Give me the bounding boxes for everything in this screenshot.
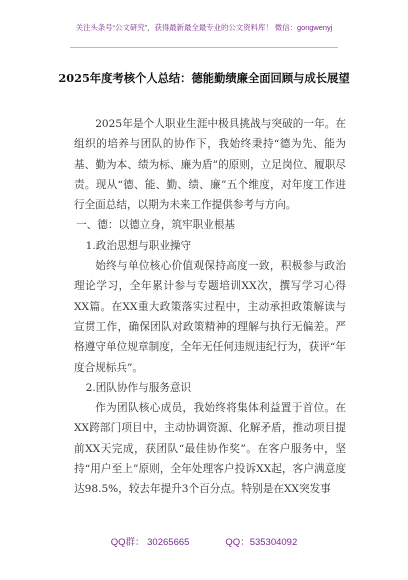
- qq-number: QQ：535304092: [225, 537, 298, 548]
- document-title: 2025年度考核个人总结：德能勤绩廉全面回顾与成长展望: [58, 71, 350, 85]
- header-notice: 关注头条号“公文研究”，获得最新最全最专业的公文资料库！ 微信：gongwenyj: [75, 23, 333, 32]
- qq-group-number: QQ群： 30265665: [110, 537, 190, 548]
- subsection-heading: 2.团队协作与服务意识: [85, 381, 192, 394]
- paragraph-intro: 2025年是个人职业生涯中极具挑战与突破的一年。在组织的培养与团队的协作下，我始终秉持“德为先、能为基、勤为本、绩为标、廉为盾”的原则，立足岗位、履职尽责。现从“德、能、勤、绩、廉”五个维度，对年度工作进行全面总结，以期为未来工作提供参考与方向。: [74, 118, 346, 212]
- header-divider: [70, 47, 338, 48]
- document-body: [74, 114, 346, 500]
- paragraph-body: 作为团队核心成员，我始终将集体利益置于首位。在XX跨部门项目中，主动协调资源、化解矛盾，推动项目提前XX天完成，获团队“最佳协作奖”。在客户服务中，坚持“用户至上”原则，全年处理客户投诉XX起，客户满意度达98.5%，较去年提升3个百分点。特别是在XX突发事: [74, 402, 346, 496]
- subsection-heading: 1.政治思想与职业操守: [85, 239, 192, 252]
- section-heading: 一、德：以德立身，筑牢职业根基: [76, 219, 236, 232]
- paragraph-body: 始终与单位核心价值观保持高度一致，积极参与政治理论学习，全年累计参与专题培训XX次，撰写学习心得XX篇。在XX重大政策落实过程中，主动承担政策解读与宣贯工作，确保团队对政策精神的理解与执行无偏差。严格遵守单位规章制度，全年无任何违规违纪行为，获评“年度合规标兵”。: [74, 260, 346, 374]
- footer-contact: [0, 534, 408, 548]
